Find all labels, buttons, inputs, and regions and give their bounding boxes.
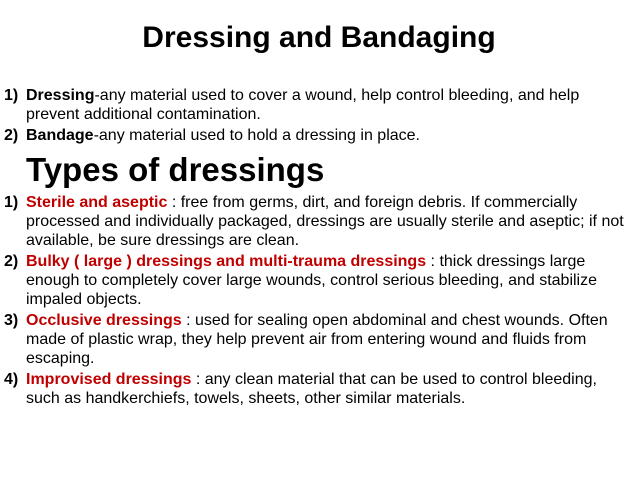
type-item-improvised xyxy=(4,370,626,408)
type-text xyxy=(26,252,626,309)
list-number: 2) xyxy=(4,253,19,270)
type-text xyxy=(26,311,626,368)
slide-title: Dressing and Bandaging xyxy=(142,21,496,54)
type-item-occlusive xyxy=(4,311,626,368)
type-item-sterile xyxy=(4,193,626,250)
types-list xyxy=(4,193,626,410)
type-term: Improvised dressings xyxy=(26,371,192,388)
definitions-list xyxy=(4,86,626,147)
type-text xyxy=(26,193,626,250)
type-term: Sterile and aseptic xyxy=(26,194,168,211)
definition-term: Dressing xyxy=(26,87,95,104)
definition-body: -any material used to hold a dressing in place. xyxy=(93,127,420,144)
list-number: 4) xyxy=(4,371,19,388)
type-body: : thick dressings large enough to completely cover large wounds, control serious bleeding, and stabilize impaled objects. xyxy=(26,253,598,308)
type-body: : any clean material that can be used to control bleeding, such as handkerchiefs, towels, sheets, other similar materials. xyxy=(26,371,597,407)
definition-text xyxy=(26,126,626,145)
definition-text xyxy=(26,86,626,124)
type-term: Bulky ( large ) dressings and multi-trauma dressings xyxy=(26,253,427,270)
definition-body: -any material used to cover a wound, help control bleeding, and help prevent additional contamination. xyxy=(26,87,580,123)
list-number: 1) xyxy=(4,194,19,211)
definition-term: Bandage xyxy=(26,127,94,144)
type-text xyxy=(26,370,626,408)
definition-item-dressing xyxy=(4,86,626,124)
type-body: : free from germs, dirt, and foreign debris. If commercially processed and individually packaged, dressings are usually sterile and aseptic; if not available, be sure dressings are clean. xyxy=(26,194,624,249)
type-item-bulky xyxy=(4,252,626,309)
definition-item-bandage xyxy=(4,126,626,145)
list-number: 2) xyxy=(4,127,19,144)
type-body: : used for sealing open abdominal and chest wounds. Often made of plastic wrap, they help prevent air from entering wound and fluids from escaping. xyxy=(26,312,608,367)
list-number: 1) xyxy=(4,87,19,104)
types-heading: Types of dressings xyxy=(26,151,325,188)
type-term: Occlusive dressings xyxy=(26,312,182,329)
list-number: 3) xyxy=(4,312,19,329)
